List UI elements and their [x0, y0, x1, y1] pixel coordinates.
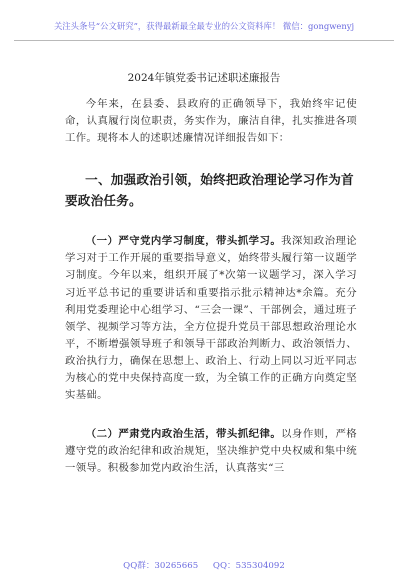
- subsection-paragraph-2: [65, 426, 357, 477]
- document-title: 2024年镇党委书记述职述廉报告: [127, 72, 281, 84]
- subsection-heading-1: （一）严守党内学习制度，带头抓学习。: [85, 235, 282, 248]
- header-divider: [14, 40, 394, 41]
- intro-paragraph: 今年来，在县委、县政府的正确领导下，我始终牢记使命，认真履行岗位职责，务实作为，廉洁自律，扎实推进各项工作。现将本人的述职述廉情况详细报告如下：: [65, 98, 357, 145]
- section-heading-1: 一、加强政治引领，始终把政治理论学习作为首要政治任务。: [65, 172, 354, 209]
- subsection-text-2: 以身作则，严格遵守党的政治纪律和政治规矩，坚决维护党中央权威和集中统一领导。积极参加党内政治生活，认真落实“三: [65, 428, 357, 475]
- document-body: [65, 96, 357, 478]
- footer-qq-group: QQ群：30265665: [123, 561, 199, 571]
- subsection-heading-2: （二）严肃党内政治生活，带头抓纪律。: [85, 428, 282, 441]
- footer-qq: QQ：535304092: [212, 561, 285, 571]
- header-notice: 关注头条号“公文研究”，获得最新最全最专业的公文资料库！ 微信：gongwenyj: [53, 21, 355, 31]
- subsection-text-1: 我深知政治理论学习对于工作开展的重要指导意义，始终带头履行第一议题学习制度。今年以来，组织开展了*次第一议题学习，深入学习习近平总书记的重要讲话和重要指示批示精神达*余篇。充分利用党委理论中心组学习、“三会一课”、干部例会，通过班子领学、视频学习等方法，全方位提升党员干部思想政治理论水平，不断增强领导班子和领导干部政治判断力、政治领悟力、政治执行力，确保在思想上、政治上、行动上同以习近平同志为核心的党中央保持高度一致，为全镇工作的正确方向奠定坚实基础。: [65, 235, 357, 402]
- subsection-paragraph-1: [65, 233, 357, 404]
- footer-contact: [0, 560, 408, 572]
